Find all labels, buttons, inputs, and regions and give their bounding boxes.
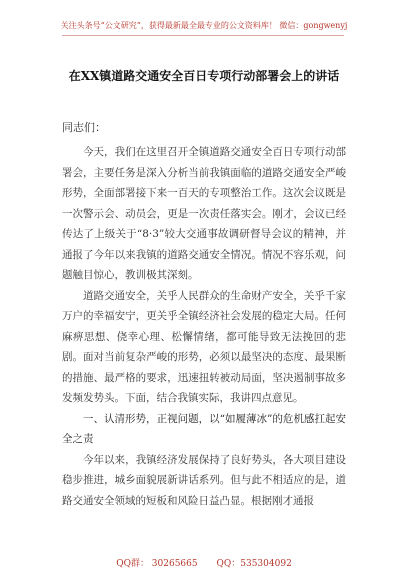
header-banner: 关注头条号“公文研究”，获得最新最全最专业的公文资料库！ 微信：gongwenyj: [60, 21, 348, 30]
footer-contact: [0, 558, 408, 570]
document-title: 在XX镇道路交通安全百日专项行动部署会上的讲话: [68, 69, 340, 83]
body-paragraph: 今天，我们在这里召开全镇道路交通安全百日专项行动部署会，主要任务是深入分析当前我镇面临的道路交通安全严峻形势，全面部署接下来一百天的专项整治工作。这次会议既是一次警示会、动员会，更是一次责任落实会。刚才，会议已经传达了上级关于“8·3”较大交通事故调研督导会议的精神，并通报了今年以来我镇的道路交通安全情况。情况不容乐观，问题触目惊心，教训极其深刻。: [62, 146, 346, 281]
salutation: 同志们：: [62, 121, 106, 134]
section-heading: 一、认清形势，正视问题，以“如履薄冰”的危机感扛起安全之责: [62, 412, 346, 445]
body-paragraph: 今年以来，我镇经济发展保持了良好势头，各大项目建设稳步推进，城乡面貌展新讲话系列。但与此不相适应的是，道路交通安全领域的短板和风险日益凸显。根据刚才通报: [62, 453, 346, 507]
header-divider: [62, 35, 344, 36]
body-paragraph: 道路交通安全，关乎人民群众的生命财产安全，关乎千家万户的幸福安宁，更关乎全镇经济社会发展的稳定大局。任何麻痹思想、侥幸心理、松懈情绪，都可能导致无法挽回的悲剧。面对当前复杂严峻的形势，必须以最坚决的态度、最果断的措施、最严格的要求，迅速扭转被动局面，坚决遏制事故多发频发势头。下面，结合我镇实际，我讲四点意见。: [62, 289, 346, 404]
footer-qq-group: QQ群： 30265665: [116, 559, 198, 569]
footer-qq-number: QQ：535304092: [216, 559, 292, 569]
document-body: [62, 142, 346, 511]
